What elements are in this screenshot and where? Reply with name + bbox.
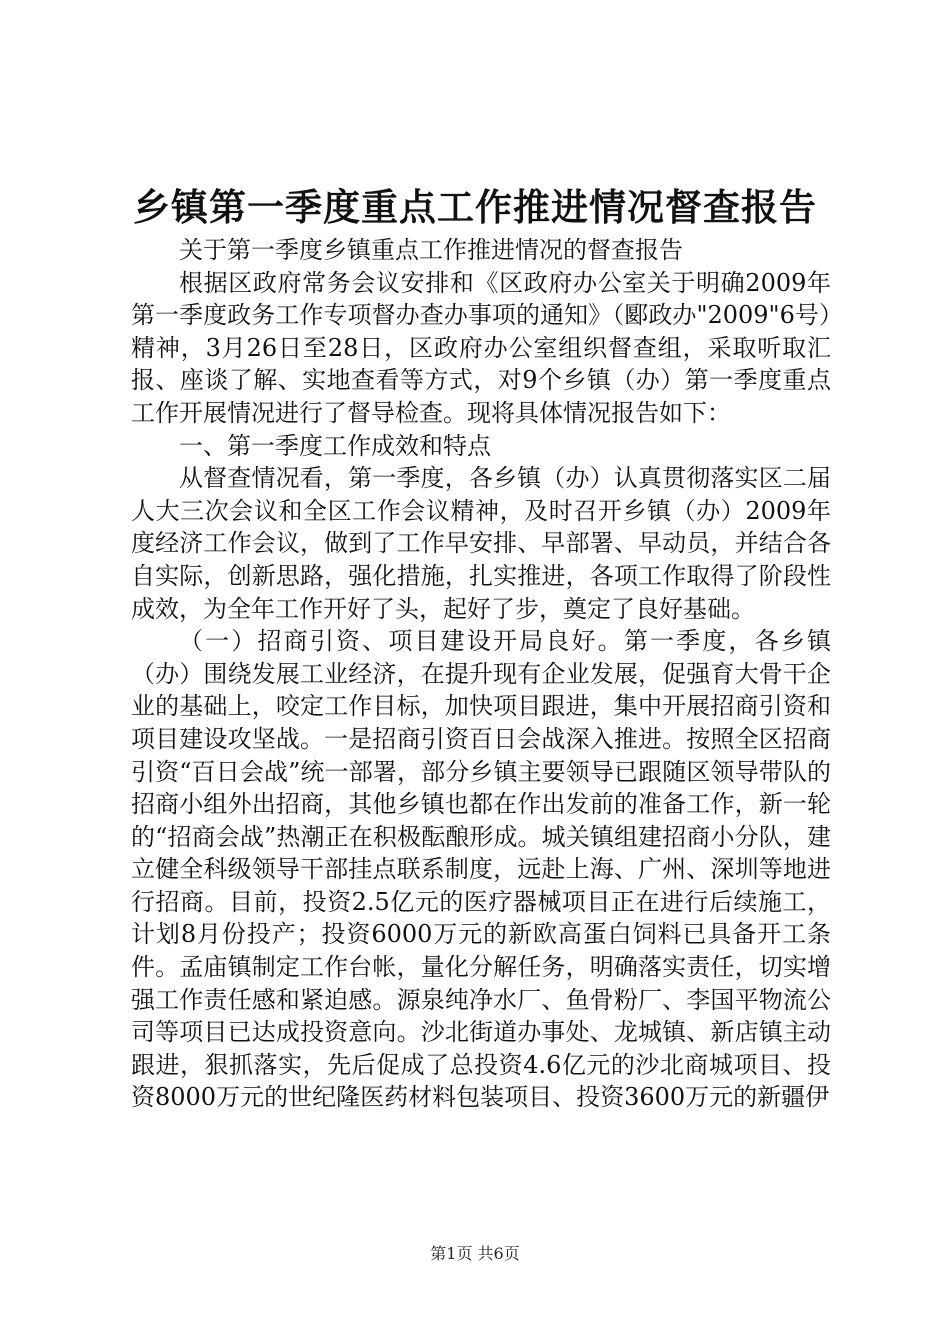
paragraph-intro: 根据区政府常务会议安排和《区政府办公室关于明确2009年第一季度政务工作专项督办查办事项的通知》（郾政办"2009"6号）精神，3月26日至28日，区政府办公室组织督查组，采取听取汇报、座谈了解、实地查看等方式，对9个乡镇（办）第一季度重点工作开展情况进行了督导检查。现将具体情况报告如下： [131,268,831,427]
document-subtitle: 关于第一季度乡镇重点工作推进情况的督查报告 [179,236,683,264]
section-heading-1: 一、第一季度工作成效和特点 [179,431,491,460]
paragraph-overview: 从督查情况看，第一季度，各乡镇（办）认真贯彻落实区二届人大三次会议和全区工作会议精神，及时召开乡镇（办）2009年度经济工作会议，做到了工作早安排、早部署、早动员，并结合各自实际，创新思路，强化措施，扎实推进，各项工作取得了阶段性成效，为全年工作开好了头，起好了步，奠定了良好基础。 [131,464,831,623]
paragraph-investment: （一）招商引资、项目建设开局良好。第一季度，各乡镇（办）围绕发展工业经济，在提升现有企业发展，促强育大骨干企业的基础上，咬定工作目标，加快项目跟进，集中开展招商引资和项目建设攻坚战。一是招商引资百日会战深入推进。按照全区招商引资“百日会战”统一部署，部分乡镇主要领导已跟随区领导带队的招商小组外出招商，其他乡镇也都在作出发前的准备工作，新一轮的“招商会战”热潮正在积极酝酿形成。城关镇组建招商小分队，建立健全科级领导干部挂点联系制度，远赴上海、广州、深圳等地进行招商。目前，投资2.5亿元的医疗器械项目正在进行后续施工，计划8月份投产；投资6000万元的新欧高蛋白饲料已具备开工条件。孟庙镇制定工作台帐，量化分解任务，明确落实责任，切实增强工作责任感和紧迫感。源泉纯净水厂、鱼骨粉厂、李国平物流公司等项目已达成投资意向。沙北街道办事处、龙城镇、新店镇主动跟进，狠抓落实，先后促成了总投资4.6亿元的沙北商城项目、投资8000万元的世纪隆医药材料包装项目、投资3600万元的新疆伊 [131,627,831,1112]
page-footer: 第1页 共6页 [430,1244,520,1263]
document-title: 乡镇第一季度重点工作推进情况督查报告 [133,186,817,229]
document-body [131,234,831,1114]
